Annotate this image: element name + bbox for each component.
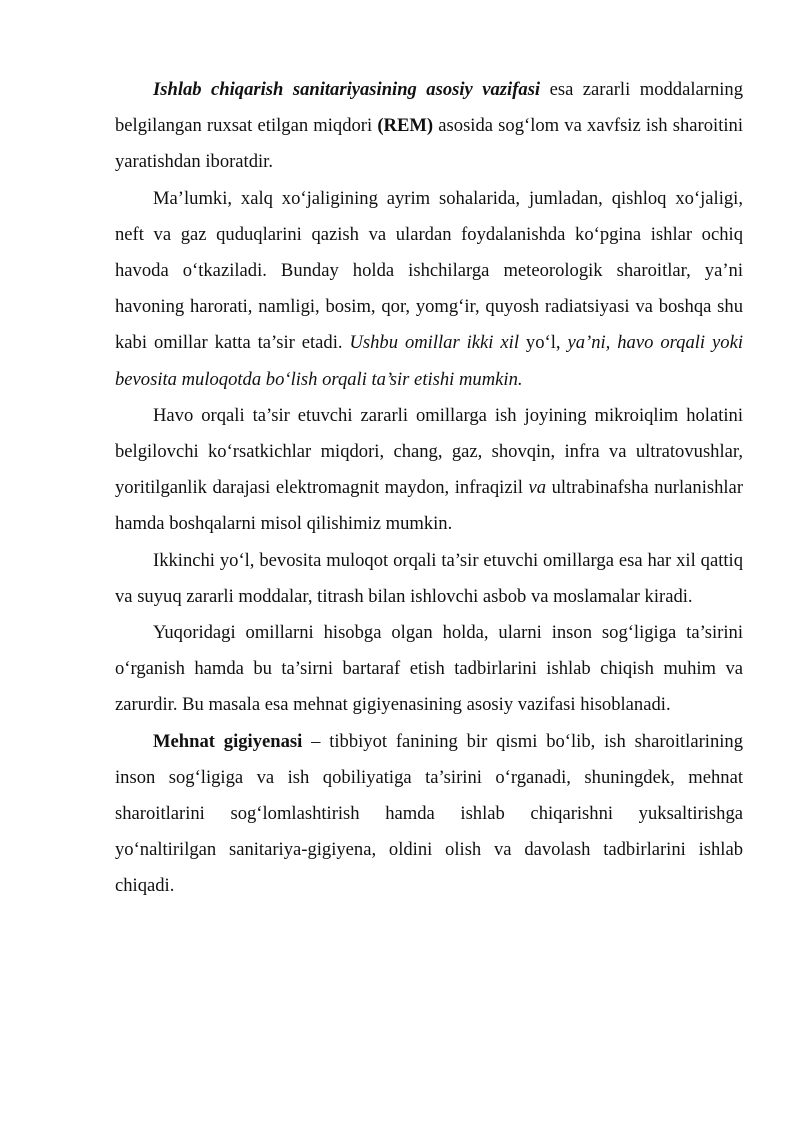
- document-body: [115, 72, 743, 905]
- paragraph-airborne-factors: [115, 398, 743, 543]
- term-sanitation-task: Ishlab chiqarish sanitariyasining asosiy vazifasi: [153, 79, 541, 100]
- term-occupational-hygiene: Mehnat gigiyenasi: [153, 730, 303, 752]
- text-run: – tibbiyot fanining bir qismi bo‘lib, ish sharoitlarining inson sog‘ligiga va ish qobiliyatiga ta’sirini o‘rganadi, shuningdek, mehnat sharoitlarini sog‘lomlashtirish hamda ishlab chiqarishni yuksaltirishga yo‘naltirilgan sanitariya-gigiyena, oldini olish va davolash tadbirlarini ishlab chiqadi.: [115, 730, 744, 897]
- text-run: Yuqoridagi omillarni hisobga olgan holda, ularni inson sog‘ligiga ta’sirini o‘rganish hamda bu ta’sirni bartaraf etish tadbirlarini ishlab chiqish muhim va zarurdir. Bu masala esa mehnat gigiyenasining asosiy vazifasi hisoblanadi.: [115, 622, 743, 716]
- text-run: Ma’lumki, xalq xo‘jaligining ayrim sohalarida, jumladan, qishloq xo‘jaligi, neft va gaz quduqlarini qazish va ulardan foydalanishda ko‘pgina ishlar ochiq havoda o‘tkaziladi. Bunday holda ishchilarga meteorologik sharoitlar, ya’ni havoning harorati, namligi, bosim, qor, yomg‘ir, quyosh radiatsiyasi va boshqa shu kabi omillar katta ta’sir etadi.: [115, 187, 743, 354]
- text-run: esa zararli moddalarning belgilangan ruxsat etilgan miqdori: [115, 79, 744, 137]
- text-run: asosida sog‘lom va xavfsiz ish sharoitini yaratishdan iboratdir.: [115, 115, 743, 173]
- paragraph-study-measures: [115, 615, 743, 724]
- term-rem: (REM): [377, 115, 434, 137]
- text-run: Ikkinchi yo‘l, bevosita muloqot orqali ta’sir etuvchi omillarga esa har xil qattiq va suyuq zararli moddalar, titrash bilan ishlovchi asbob va moslamalar kiradi.: [115, 549, 743, 607]
- paragraph-contact-factors: [115, 543, 743, 615]
- paragraph-occupational-hygiene: [115, 724, 743, 905]
- paragraph-meteorological-factors: [115, 181, 743, 398]
- italic-run: va: [528, 477, 547, 499]
- text-run: ultrabinafsha nurlanishlar hamda boshqalarni misol qilishimiz mumkin.: [115, 477, 744, 535]
- paragraph-sanitation-task: [115, 72, 743, 181]
- italic-run: Ushbu omillar ikki xil: [349, 332, 519, 354]
- italic-run: ya’ni, havo orqali yoki bevosita muloqotda bo‘lish orqali ta’sir etishi mumkin.: [115, 332, 743, 390]
- text-run: yo‘l,: [519, 332, 568, 354]
- text-run: Havo orqali ta’sir etuvchi zararli omillarga ish joyining mikroiqlim holatini belgilovchi ko‘rsatkichlar miqdori, chang, gaz, shovqin, infra va ultratovushlar, yoritilganlik darajasi elektromagnit maydon, infraqizil: [115, 404, 743, 499]
